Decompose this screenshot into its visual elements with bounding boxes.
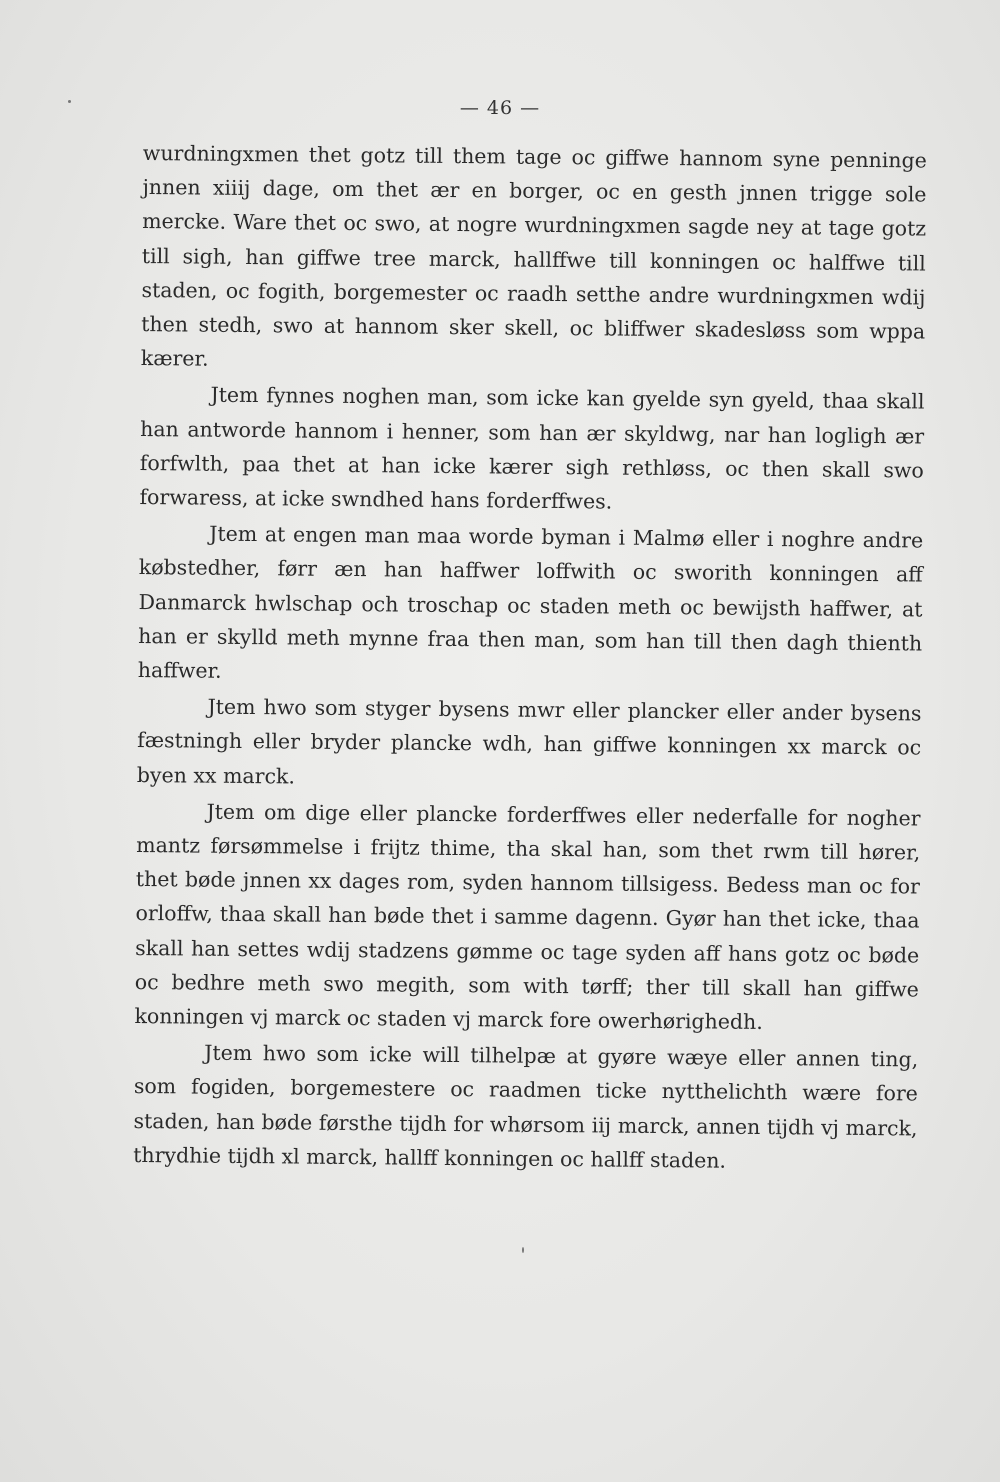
paragraph-3: Jtem at engen man maa worde byman i Malmø eller i noghre andre købstedher, førr æn han haffwer loffwith oc sworith konningen aff Danmarck hwlschap och troschap oc staden meth oc bewijsth haffwer, at han er skylld meth mynne fraa then man, som han till then dagh thienth haffwer. xyxy=(137,521,924,683)
paper-speck xyxy=(522,1247,524,1253)
paper-speck xyxy=(68,100,71,103)
paragraph-2: Jtem fynnes noghen man, som icke kan gyelde syn gyeld, thaa skall han antworde hannom i henner, som han ær skyldwg, nar han logligh ær forfwlth, paa thet at han icke kærer sigh rethløss, oc then skall swo forwaress, at icke swndhed hans forderffwes. xyxy=(139,383,925,514)
paragraph-5: Jtem om dige eller plancke forderffwes eller nederfalle for nogher mantz førsømmelse i frijtz thime, tha skal han, som thet rwm till hører, thet bøde jnnen xx dages rom, syden hannom tillsigess. Bedess man oc for orloffw, thaa skall han bøde thet i samme dagenn. Gyør han thet icke, thaa skall han settes wdij stadzens gømme oc tage syden aff hans gotz oc bøde oc bedhre meth swo megith, som with tørff; ther till skall han giffwe konningen vj marck oc staden vj marck fore owerhørighedh. xyxy=(134,799,921,1035)
paragraph-1: wurdningxmen thet gotz till them tage oc giffwe hannom syne penninge jnnen xiiij dage, om thet ær en borger, oc en gesth jnnen trigge sole mercke. Ware thet oc swo, at nogre wurdningxmen sagde ney at tage gotz till sigh, han giffwe tree marck, hallffwe till konningen oc halffwe till staden, oc fogith, borgemester oc raadh setthe andre wurdningxmen wdij then stedh, swo at hannom sker skell, oc bliffwer skadesløss som wppa kærer. xyxy=(140,140,927,371)
paragraph-4: Jtem hwo som styger bysens mwr eller plancker eller ander bysens fæstningh eller bryder plancke wdh, han giffwe konningen xx marck oc byen xx marck. xyxy=(136,694,922,789)
body-text xyxy=(133,136,927,1180)
paragraph-6: Jtem hwo som icke will tilhelpæ at gyøre wæye eller annen ting, som fogiden, borgemestere oc raadmen ticke nytthelichth wære fore staden, han bøde førsthe tijdh for whørsom iij marck, annen tijdh vj marck, thrydhie tijdh xl marck, hallff konningen oc hallff staden. xyxy=(133,1040,919,1173)
page-number: — 46 — xyxy=(459,97,541,119)
